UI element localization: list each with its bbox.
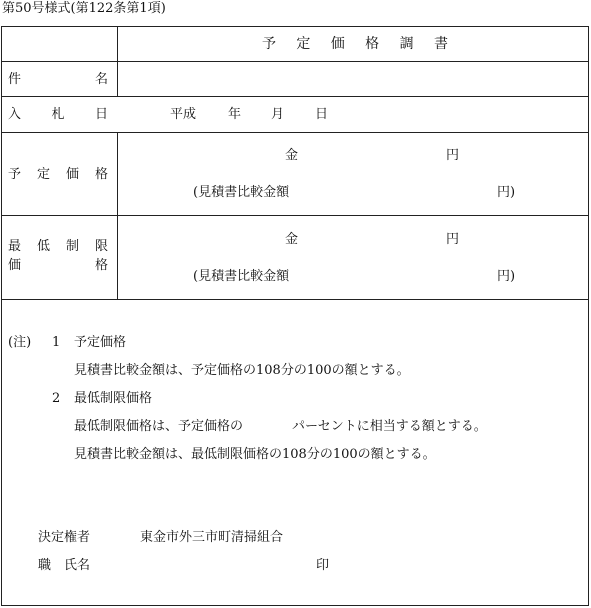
planned-price-compare-open: (見積書比較金額: [193, 185, 290, 200]
bid-date-era: 平成: [170, 107, 197, 122]
note-2-text-2: 見積書比較金額は、最低制限価格の108分の100の額とする。: [74, 447, 436, 462]
label-item-name: 件 名: [8, 72, 108, 87]
min-price-compare-close: 円): [497, 269, 516, 284]
planned-price-compare-close: 円): [497, 185, 516, 200]
planned-price-yen: 円: [446, 148, 460, 163]
planned-price-kin: 金: [285, 148, 299, 163]
divider-label-column: [117, 26, 118, 61]
min-price-yen: 円: [446, 232, 460, 247]
notes-marker: (注): [8, 335, 32, 350]
label-planned-price: 予 定 価 格: [8, 167, 108, 182]
decider-label: 決定権者: [38, 530, 91, 545]
note-2-number: 2: [52, 391, 61, 406]
divider-planned-price: [1, 215, 589, 216]
divider-item-name: [1, 96, 589, 97]
form-number: 第50号様式(第122条第1項): [2, 1, 166, 16]
document-title: 予 定 価 格 調 書: [262, 36, 448, 52]
note-2-title: 最低制限価格: [74, 391, 153, 406]
note-2-text-1b: パーセントに相当する額とする。: [292, 419, 487, 434]
bid-date-day: 日: [315, 107, 329, 122]
note-1-title: 予定価格: [74, 335, 127, 350]
divider-bid-date: [1, 132, 589, 133]
label-min-price-line2: 価 格: [8, 258, 108, 273]
decider-value: 東金市外三市町清掃組合: [140, 530, 284, 545]
item-name-value: [118, 62, 588, 96]
note-2-text-1a: 最低制限価格は、予定価格の: [74, 419, 244, 434]
label-min-price-line1: 最 低 制 限: [8, 239, 108, 254]
note-1-number: 1: [52, 335, 61, 350]
bid-date-month: 月: [271, 107, 285, 122]
position-name-label: 職 氏名: [38, 558, 91, 573]
divider-min-price: [1, 299, 589, 300]
label-bid-date: 入 札 日: [8, 107, 108, 122]
seal-mark: 印: [316, 558, 330, 573]
bid-date-year: 年: [228, 107, 242, 122]
divider-label-column: [117, 132, 118, 299]
min-price-compare-open: (見積書比較金額: [193, 269, 290, 284]
note-1-text: 見積書比較金額は、予定価格の108分の100の額とする。: [74, 363, 410, 378]
min-price-kin: 金: [285, 232, 299, 247]
